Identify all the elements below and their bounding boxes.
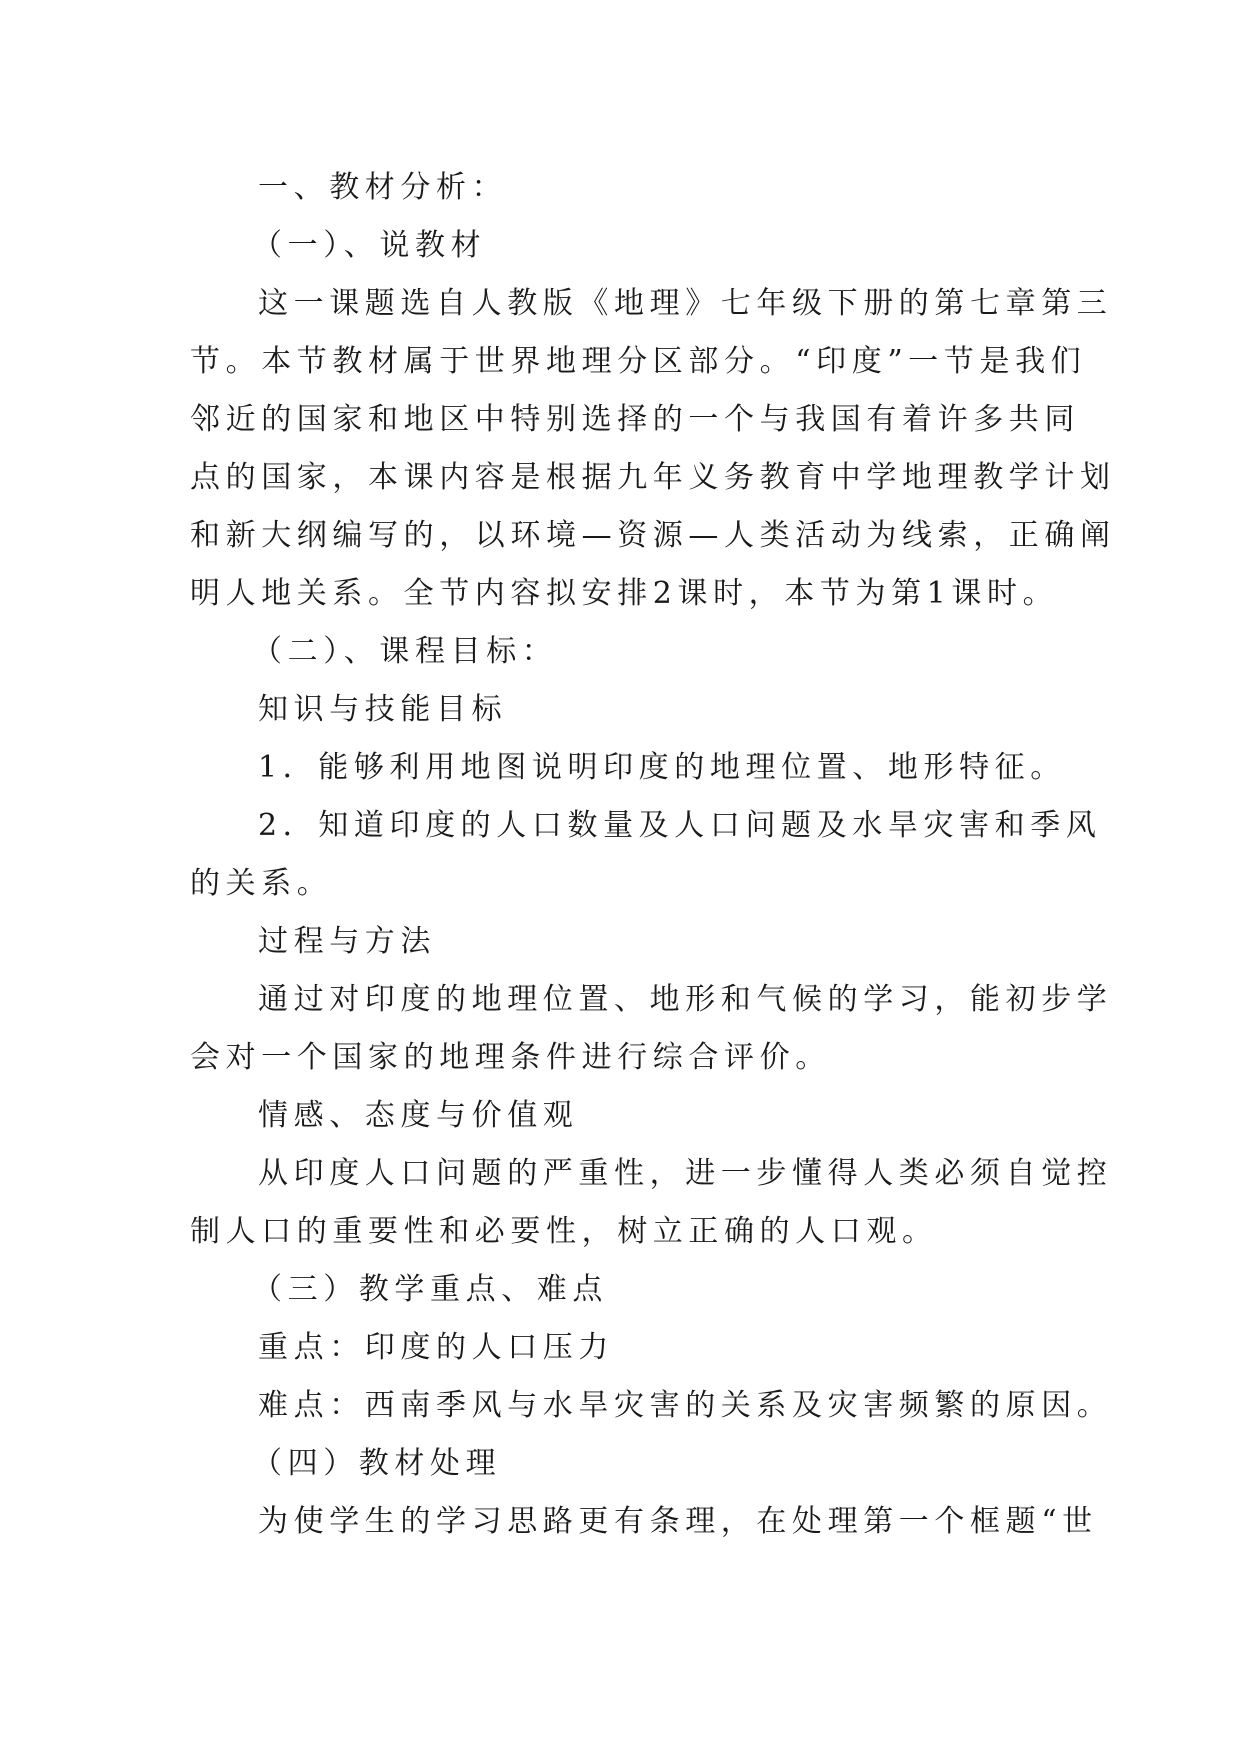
paragraph-line: 通过对印度的地理位置、地形和气候的学习，能初步学 [258,982,1113,1017]
paragraph-line: 从印度人口问题的严重性，进一步懂得人类必须自觉控 [258,1156,1113,1191]
goal-item-2-continued: 的关系。 [190,866,333,901]
goal-heading-knowledge-skills: 知识与技能目标 [258,692,508,727]
subheading-textbook-handling: （四）教材处理 [252,1446,502,1481]
paragraph-line: 明人地关系。全节内容拟安排2课时，本节为第1课时。 [190,576,1059,611]
paragraph-line: 为使学生的学习思路更有条理，在处理第一个框题“世 [258,1504,1098,1539]
paragraph-line: 点的国家，本课内容是根据九年义务教育中学地理教学计划 [190,460,1116,495]
goal-heading-attitude-values: 情感、态度与价值观 [258,1098,579,1133]
key-point: 重点：印度的人口压力 [258,1330,614,1365]
paragraph-line: 这一课题选自人教版《地理》七年级下册的第七章第三 [258,286,1113,321]
subheading-textbook: （一）、说教材 [252,228,487,263]
difficult-point: 难点：西南季风与水旱灾害的关系及灾害频繁的原因。 [258,1388,1113,1423]
paragraph-line: 制人口的重要性和必要性，树立正确的人口观。 [190,1214,938,1249]
goal-heading-process-method: 过程与方法 [258,924,436,959]
section-heading-textbook-analysis: 一、教材分析： [258,170,508,205]
goal-item-1: 1．能够利用地图说明印度的地理位置、地形特征。 [258,750,1066,785]
subheading-key-difficult-points: （三）教学重点、难点 [252,1272,608,1307]
subheading-course-goals: （二）、课程目标： [252,634,558,669]
paragraph-line: 和新大纲编写的，以环境—资源—人类活动为线索，正确阐 [190,518,1116,553]
paragraph-line: 会对一个国家的地理条件进行综合评价。 [190,1040,831,1075]
goal-item-2: 2．知道印度的人口数量及人口问题及水旱灾害和季风 [258,808,1102,843]
paragraph-line: 节。本节教材属于世界地理分区部分。“印度”一节是我们 [190,344,1087,379]
paragraph-line: 邻近的国家和地区中特别选择的一个与我国有着许多共同 [190,402,1080,437]
